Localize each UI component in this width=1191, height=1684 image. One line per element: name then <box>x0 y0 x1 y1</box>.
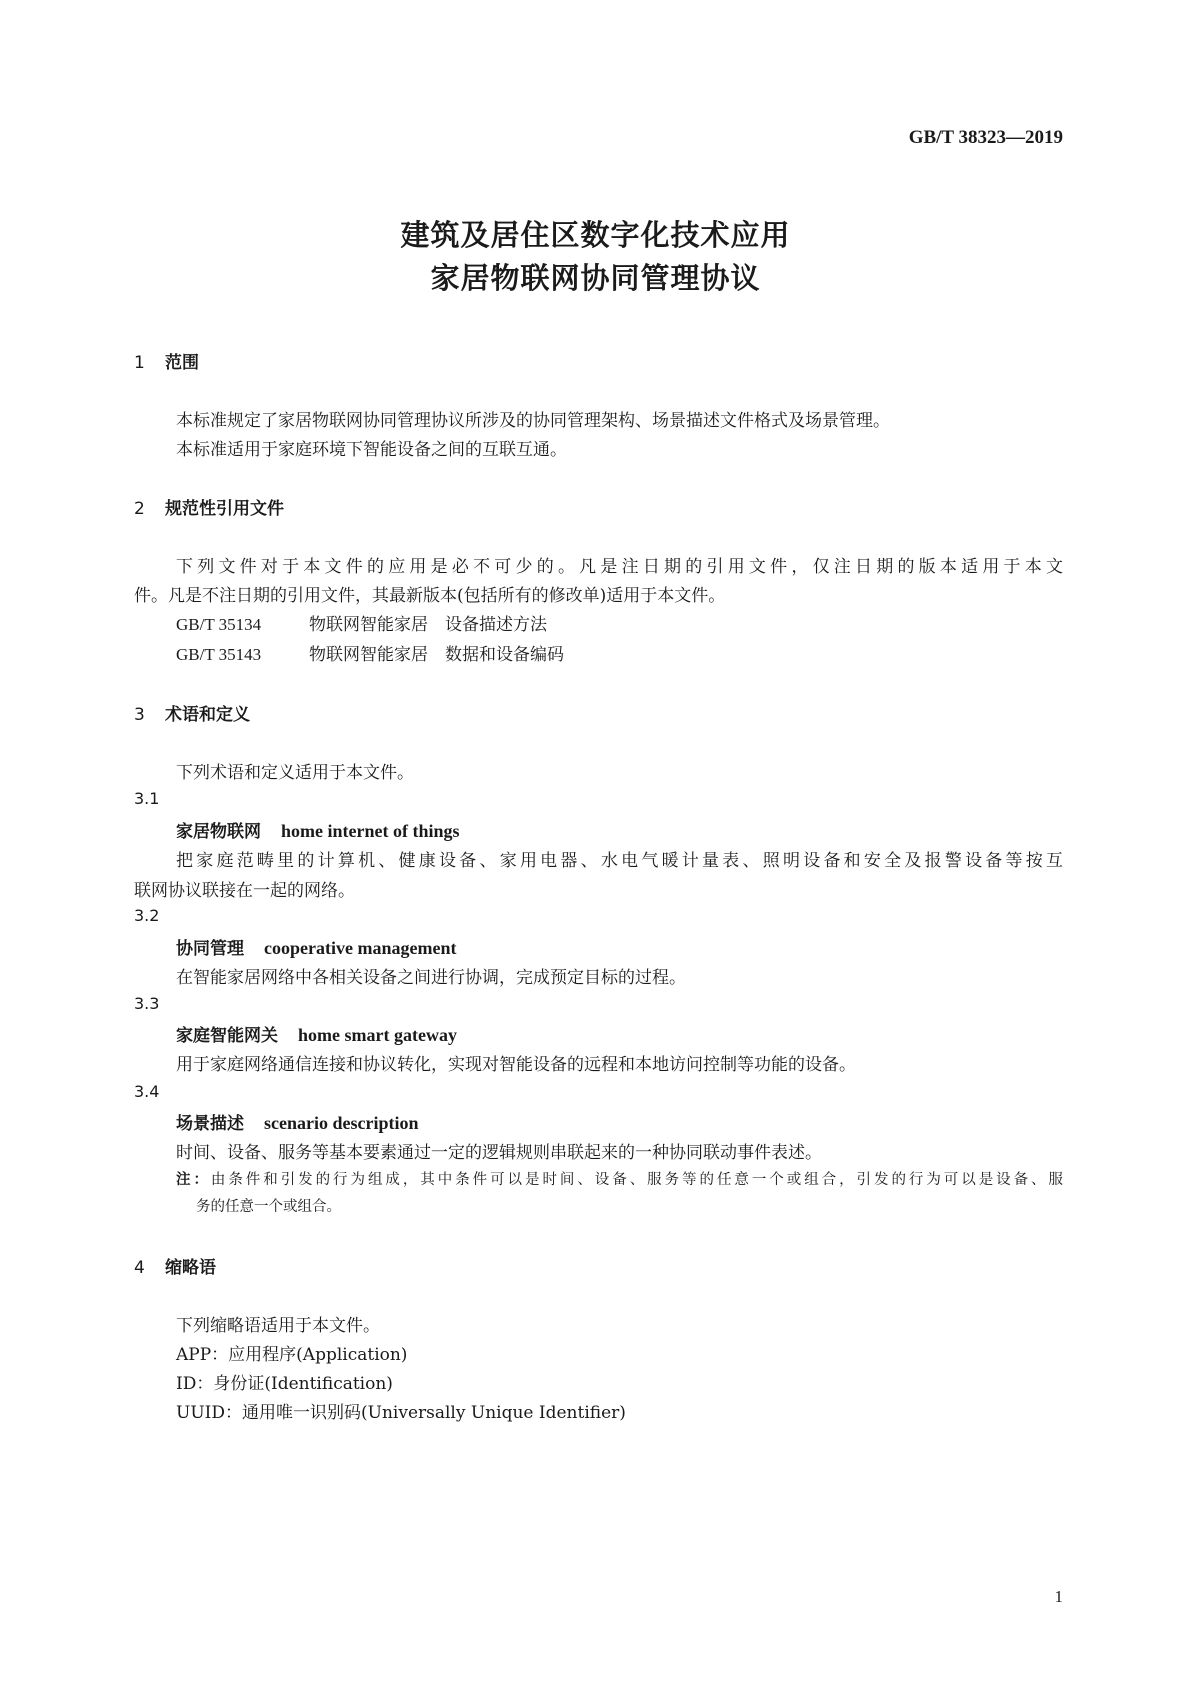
term-definition-line-2: 联网协议联接在一起的网络。 <box>134 881 355 901</box>
normative-reference-2 <box>176 640 564 665</box>
term-en: cooperative management <box>264 938 457 958</box>
section-4-intro: 下列缩略语适用于本文件。 <box>176 1316 380 1336</box>
note-text: 由条件和引发的行为组成，其中条件可以是时间、设备、服务等的任意一个或组合，引发的行为可以是设备、服 <box>210 1172 1064 1188</box>
section-1-paragraph-1: 本标准规定了家居物联网协同管理协议所涉及的协同管理架构、场景描述文件格式及场景管理。 <box>176 411 890 431</box>
term-number: 3.4 <box>134 1082 160 1101</box>
note-label: 注： <box>176 1172 211 1188</box>
term-definition-line-1: 用于家庭网络通信连接和协议转化，实现对智能设备的远程和本地访问控制等功能的设备。 <box>176 1055 856 1075</box>
term-zh: 家庭智能网关 <box>176 1026 278 1046</box>
section-number: 2 <box>134 499 145 519</box>
reference-title: 物联网智能家居 设备描述方法 <box>309 615 547 635</box>
term-number: 3.1 <box>134 789 160 808</box>
abbreviation-item: ID：身份证(Identification) <box>176 1374 393 1394</box>
section-1-paragraph-2: 本标准适用于家庭环境下智能设备之间的互联互通。 <box>176 440 567 460</box>
section-title: 缩略语 <box>165 1258 216 1278</box>
section-2-heading <box>134 494 284 519</box>
document-title-line-2: 家居物联网协同管理协议 <box>430 261 761 295</box>
section-3-heading <box>134 700 250 725</box>
term-en: home smart gateway <box>298 1025 457 1045</box>
section-2-paragraph-line-2: 件。凡是不注日期的引用文件，其最新版本(包括所有的修改单)适用于本文件。 <box>134 586 726 606</box>
section-4-heading <box>134 1253 216 1278</box>
reference-title: 物联网智能家居 数据和设备编码 <box>309 645 564 665</box>
section-title: 术语和定义 <box>165 705 250 725</box>
term-definition-line-1: 在智能家居网络中各相关设备之间进行协调，完成预定目标的过程。 <box>176 968 686 988</box>
term-definition-line-1: 把家庭范畴里的计算机、健康设备、家用电器、水电气暖计量表、照明设备和安全及报警设备等按互 <box>176 851 1063 871</box>
page-number: 1 <box>1054 1587 1063 1606</box>
section-3-intro: 下列术语和定义适用于本文件。 <box>176 763 414 783</box>
term-definition-line-1: 时间、设备、服务等基本要素通过一定的逻辑规则串联起来的一种协同联动事件表述。 <box>176 1143 822 1163</box>
section-number: 1 <box>134 353 145 373</box>
section-title: 规范性引用文件 <box>165 499 284 519</box>
term-en: home internet of things <box>281 821 460 841</box>
term-zh: 场景描述 <box>176 1114 244 1134</box>
section-2-paragraph-line-1: 下列文件对于本文件的应用是必不可少的。凡是注日期的引用文件，仅注日期的版本适用于本文 <box>176 557 1063 577</box>
section-number: 4 <box>134 1258 145 1278</box>
term-heading <box>176 1109 419 1134</box>
section-1-heading <box>134 348 199 373</box>
term-heading <box>176 817 460 842</box>
document-title-line-1: 建筑及居住区数字化技术应用 <box>400 218 791 252</box>
term-number: 3.2 <box>134 906 160 925</box>
term-zh: 协同管理 <box>176 939 244 959</box>
section-number: 3 <box>134 705 145 725</box>
reference-code: GB/T 35134 <box>176 615 262 634</box>
normative-reference-1 <box>176 610 547 635</box>
reference-code: GB/T 35143 <box>176 645 262 664</box>
term-heading <box>176 934 456 959</box>
term-note-line-1 <box>176 1168 1063 1189</box>
section-title: 范围 <box>165 353 199 373</box>
standard-number: GB/T 38323—2019 <box>908 127 1063 148</box>
term-number: 3.3 <box>134 994 160 1013</box>
term-heading <box>176 1021 457 1046</box>
term-zh: 家居物联网 <box>176 822 261 842</box>
abbreviation-item: APP：应用程序(Application) <box>176 1345 408 1365</box>
term-note-line-2: 务的任意一个或组合。 <box>196 1199 341 1215</box>
abbreviation-item: UUID：通用唯一识别码(Universally Unique Identifier) <box>176 1403 626 1423</box>
term-en: scenario description <box>264 1113 419 1133</box>
